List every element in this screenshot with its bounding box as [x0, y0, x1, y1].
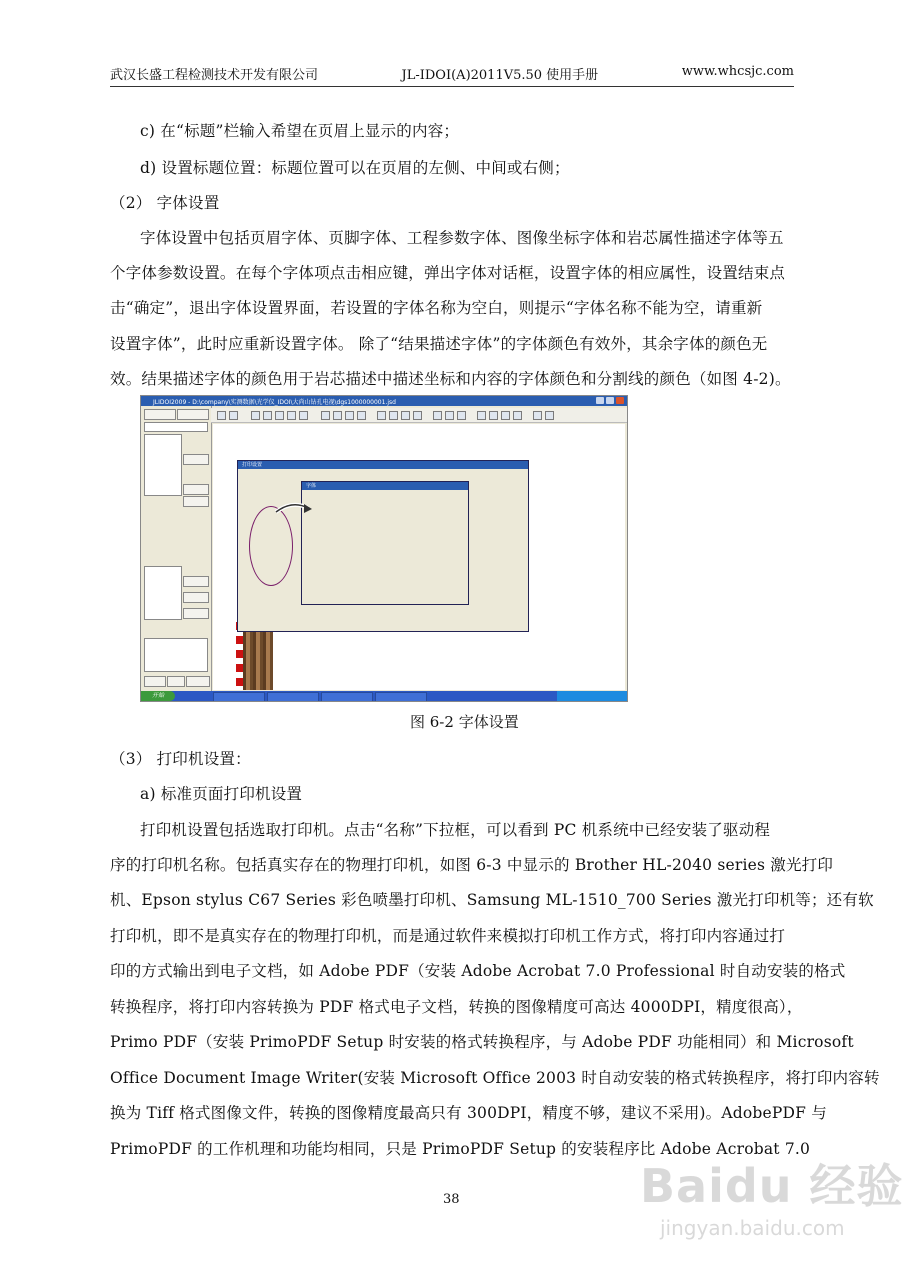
toolbar-icon: [357, 411, 366, 420]
header-url: www.whcsjc.com: [681, 64, 794, 79]
taskbar-item: [267, 692, 319, 702]
depth-list: [144, 566, 182, 620]
paragraph-line: 机、Epson stylus C67 Series 彩色喷墨打印机、Samsung ML-1510_700 Series 激光打印机等；还有软: [110, 891, 874, 909]
hole-list: [144, 434, 182, 496]
toolbar-icon: [321, 411, 330, 420]
page-header: [110, 64, 794, 87]
toolbar-icon: [333, 411, 342, 420]
result-delete-button: [167, 676, 185, 687]
taskbar-item: [321, 692, 373, 702]
toolbar-icon: [445, 411, 454, 420]
close-icon: [616, 397, 624, 404]
delete-button: [183, 608, 209, 619]
export-excel-button: [186, 676, 210, 687]
add-hole-button: [183, 454, 209, 465]
toolbar-icon: [263, 411, 272, 420]
paragraph-line: 印的方式输出到电子文档，如 Adobe PDF（安装 Adobe Acrobat 7.0 Professional 时自动安装的格式: [110, 962, 846, 980]
list-item-c: c) 在“标题”栏输入希望在页眉上显示的内容；: [140, 122, 460, 140]
result-table: [144, 638, 208, 672]
figure-caption: 图 6-2 字体设置: [410, 713, 519, 731]
list-item-d: d) 设置标题位置：标题位置可以在页眉的左侧、中间或右侧；: [140, 159, 570, 177]
windows-taskbar: [141, 691, 627, 701]
print-dialog-title: 打印设置: [238, 461, 528, 469]
main-toolbar: [211, 408, 627, 423]
paragraph-line: 转换程序，将打印内容转换为 PDF 格式电子文档，转换的图像精度可高达 4000DPI，精度很高），: [110, 998, 803, 1016]
window-titlebar: [141, 396, 627, 406]
minimize-icon: [596, 397, 604, 404]
paragraph-line: Office Document Image Writer(安装 Microsoft Office 2003 时自动安装的格式转换程序，将打印内容转: [110, 1069, 880, 1087]
paragraph-line: 击“确定”，退出字体设置界面，若设置的字体名称为空白，则提示“字体名称不能为空，请重新: [110, 299, 763, 317]
toolbar-icon: [299, 411, 308, 420]
window-title: JLIDOI2009 - D:\company\实测数据\光学仪_IDOI\大尚山钻孔电视\dgs1000000001.jsd: [153, 399, 396, 406]
down-button: [183, 496, 209, 507]
toolbar-icon: [513, 411, 522, 420]
core-image: [243, 622, 273, 690]
toolbar-icon: [433, 411, 442, 420]
toolbar-icon: [489, 411, 498, 420]
header-company: 武汉长盛工程检测技术开发有限公司: [110, 68, 319, 83]
paragraph-line: PrimoPDF 的工作机理和功能均相同，只是 PrimoPDF Setup 的安装程序比 Adobe Acrobat 7.0: [110, 1140, 811, 1158]
paragraph-line: 字体设置中包括页眉字体、页脚字体、工程参数字体、图像坐标字体和岩芯属性描述字体等五: [140, 229, 784, 247]
result-edit-button: [144, 676, 166, 687]
page-number: 38: [443, 1192, 460, 1207]
taskbar-item: [375, 692, 427, 702]
arrow-icon: [274, 502, 314, 516]
start-button: 开始: [141, 691, 175, 701]
paragraph-line: 序的打印机名称。包括真实存在的物理打印机，如图 6-3 中显示的 Brother HL-2040 series 激光打印: [110, 856, 834, 874]
section-heading-printer: （3） 打印机设置：: [110, 750, 251, 768]
paragraph-line: 效。结果描述字体的颜色用于岩芯描述中描述坐标和内容的字体颜色和分割线的颜色（如图 4-2)。: [110, 370, 791, 388]
toolbar-icon: [389, 411, 398, 420]
list-item-a: a) 标准页面打印机设置: [140, 785, 303, 803]
left-control-panel: [141, 406, 212, 691]
toolbar-icon: [501, 411, 510, 420]
toolbar-icon: [229, 411, 238, 420]
toolbar-icon: [457, 411, 466, 420]
path-field: [144, 422, 208, 432]
toolbar-icon: [533, 411, 542, 420]
paragraph-line: Primo PDF（安装 PrimoPDF Setup 时安装的格式转换程序，与 Adobe PDF 功能相同）和 Microsoft: [110, 1033, 854, 1051]
open-button: [177, 409, 209, 420]
toolbar-icon: [477, 411, 486, 420]
toolbar-icon: [401, 411, 410, 420]
toolbar-icon: [275, 411, 284, 420]
toolbar-icon: [545, 411, 554, 420]
section-heading-font: （2） 字体设置: [110, 194, 220, 212]
system-tray: [557, 691, 627, 701]
toolbar-icon: [217, 411, 226, 420]
header-manual-title: JL-IDOI(A)2011V5.50 使用手册: [401, 68, 599, 83]
font-dialog-title: 字体: [302, 482, 468, 490]
paragraph-line: 打印机设置包括选取打印机。点击“名称”下拉框，可以看到 PC 机系统中已经安装了驱动程: [140, 821, 771, 839]
paragraph-line: 打印机，即不是真实存在的物理打印机，而是通过软件来模拟打印机工作方式，将打印内容通过打: [110, 927, 786, 945]
baidu-watermark: Baidu 经验: [640, 1159, 904, 1213]
toolbar-icon: [345, 411, 354, 420]
taskbar-item: [213, 692, 265, 702]
baidu-watermark-url: jingyan.baidu.com: [660, 1216, 845, 1240]
font-dialog: [301, 481, 469, 605]
up-button: [183, 484, 209, 495]
import-button: [144, 409, 176, 420]
maximize-icon: [606, 397, 614, 404]
print-all-button: [183, 576, 209, 587]
toolbar-icon: [251, 411, 260, 420]
print-current-button: [183, 592, 209, 603]
font-settings-screenshot: [140, 395, 628, 702]
toolbar-icon: [287, 411, 296, 420]
highlight-oval: [249, 506, 293, 586]
paragraph-line: 个字体参数设置。在每个字体项点击相应键，弹出字体对话框，设置字体的相应属性，设置结束点: [110, 264, 786, 282]
toolbar-icon: [413, 411, 422, 420]
depth-ruler: [236, 622, 243, 690]
paragraph-line: 设置字体”，此时应重新设置字体。 除了“结果描述字体”的字体颜色有效外，其余字体的颜色无: [110, 335, 768, 353]
paragraph-line: 换为 Tiff 格式图像文件，转换的图像精度最高只有 300DPI，精度不够，建议不采用)。AdobePDF 与: [110, 1104, 827, 1122]
toolbar-icon: [377, 411, 386, 420]
